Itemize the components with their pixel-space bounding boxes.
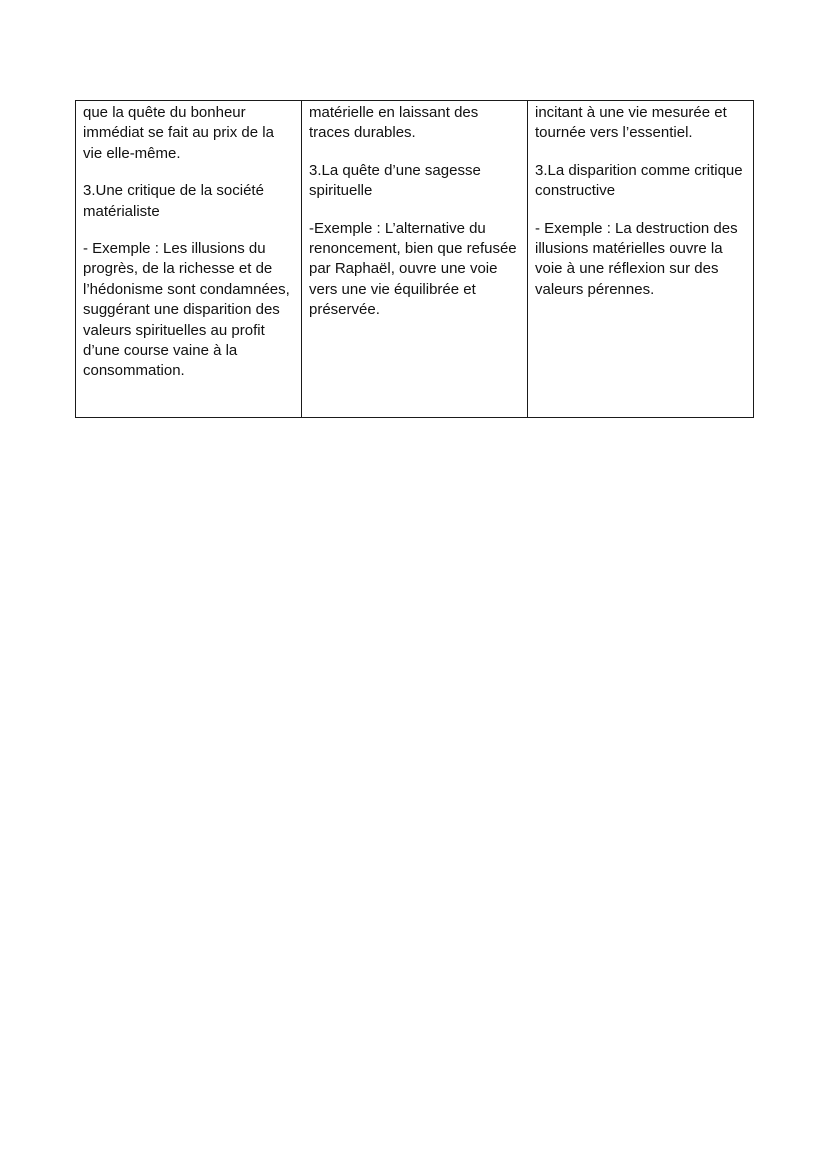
table-cell-column-2 (302, 101, 528, 418)
example-paragraph: - Exemple : La destruction des illusions matérielles ouvre la voie à une réflexion sur des valeurs pérennes. (535, 219, 738, 298)
table-cell-column-1 (76, 101, 302, 418)
section-heading: 3.La quête d’une sagesse spirituelle (309, 161, 481, 200)
section-heading: 3.Une critique de la société matérialiste (83, 182, 264, 220)
analysis-table (75, 100, 754, 418)
cell-paragraph: que la quête du bonheur immédiat se fait au prix de la vie elle-même. (83, 104, 274, 162)
cell-paragraph: matérielle en laissant des traces durables. (309, 104, 479, 142)
example-paragraph: -Exemple : L’alternative du renoncement, bien que refusée par Raphaël, ouvre une voie vers une vie équilibrée et préservée. (309, 219, 517, 319)
cell-paragraph: incitant à une vie mesurée et tournée vers l’essentiel. (535, 104, 727, 142)
example-paragraph: - Exemple : Les illusions du progrès, de la richesse et de l’hédonisme sont condamnées, suggérant une disparition des valeurs spirituelles au profit d’une course vaine à la consommation. (83, 240, 290, 380)
table-cell-column-3 (528, 101, 754, 418)
section-heading: 3.La disparition comme critique constructive (535, 161, 743, 200)
table-row (76, 101, 754, 418)
